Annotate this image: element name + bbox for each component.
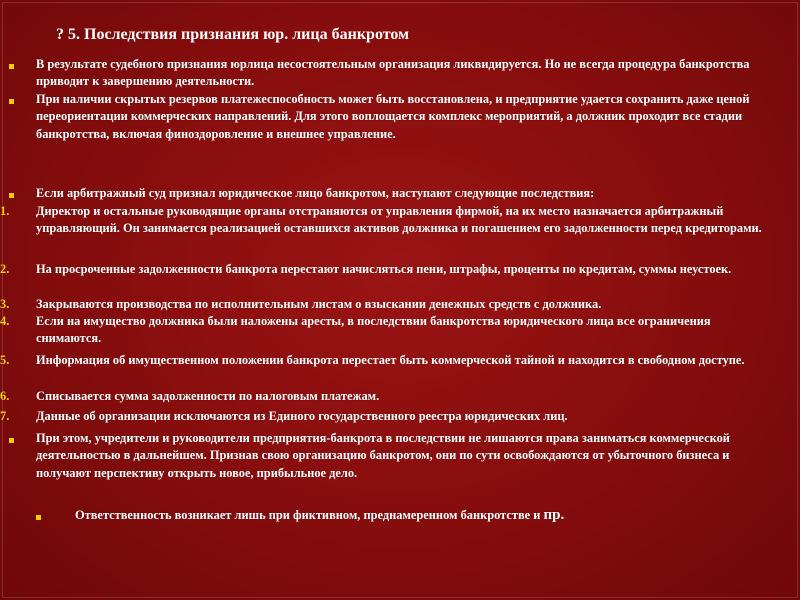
list-number: 5. xyxy=(0,353,10,367)
list-number: 4. xyxy=(0,314,10,328)
numbered-item-1 xyxy=(0,203,776,238)
bullet-marker xyxy=(36,515,41,520)
list-number: 2. xyxy=(0,262,10,276)
closing-paragraph: При этом, учредители и руководители предприятия-банкрота в последствии не лишаются права заниматься коммерческой деятельностью в дальнейшем. Признав свою организацию банкротом, они по сути освобождаются от убыточного бизнеса и получают перспективу открыть новое, прибыльное дело. xyxy=(36,431,730,480)
list-number: 6. xyxy=(0,389,10,403)
list-number: 7. xyxy=(0,409,10,423)
slide-title: ? 5. Последствия признания юр. лица банкротом xyxy=(56,26,409,43)
list-text: Данные об организации исключаются из Единого государственного реестра юридических лиц. xyxy=(36,409,568,423)
list-text: На просроченные задолженности банкрота перестают начисляться пени, штрафы, проценты по кредитам, суммы неустоек. xyxy=(36,262,732,276)
list-text: Закрываются производства по исполнительным листам о взыскании денежных средств с должника. xyxy=(36,297,602,311)
bullet-marker xyxy=(9,193,14,198)
list-number: 1. xyxy=(0,204,10,218)
numbered-item-2 xyxy=(0,261,776,278)
footer-note-main: Ответственность возникает лишь при фиктивном, преднамеренном банкротстве и xyxy=(75,508,544,522)
numbered-item-3 xyxy=(0,296,776,313)
bullet-marker xyxy=(9,64,14,69)
list-text: Директор и остальные руководящие органы отстраняются от управления фирмой, на их место назначается арбитражный управляющий. Он занимается реализацией оставшихся активов должника и погашением его задолженности перед кредиторами. xyxy=(36,204,762,236)
bullet-item-2: При наличии скрытых резервов платежеспособность может быть восстановлена, и предприятие удается сохранить даже ценой переориентации коммерческих направлений. Для этого воплощается комплекс мероприятий, а должник проходит все стадии банкротства, включая финоздоровление и внешнее управление. xyxy=(36,92,750,141)
bullet-marker xyxy=(9,99,14,104)
numbered-item-5 xyxy=(0,352,776,369)
intro-text: Если арбитражный суд признал юридическое лицо банкротом, наступают следующие последствия: xyxy=(36,186,595,200)
bullet-marker xyxy=(9,438,14,443)
numbered-item-7 xyxy=(0,408,776,425)
footer-note xyxy=(75,507,775,524)
bullet-item-1: В результате судебного признания юрлица несостоятельным организация ликвидируется. Но не всегда процедура банкротства приводит к завершению деятельности. xyxy=(36,57,750,89)
numbered-item-6 xyxy=(0,388,776,405)
list-number: 3. xyxy=(0,297,10,311)
numbered-item-4 xyxy=(0,313,776,348)
footer-note-tail: пр. xyxy=(543,507,565,523)
list-text: Списывается сумма задолженности по налоговым платежам. xyxy=(36,389,380,403)
list-text: Информация об имущественном положении банкрота перестает быть коммерческой тайной и находится в свободном доступе. xyxy=(36,353,745,367)
list-text: Если на имущество должника были наложены аресты, в последствии банкротства юридического лица все ограничения снимаются. xyxy=(36,314,711,346)
